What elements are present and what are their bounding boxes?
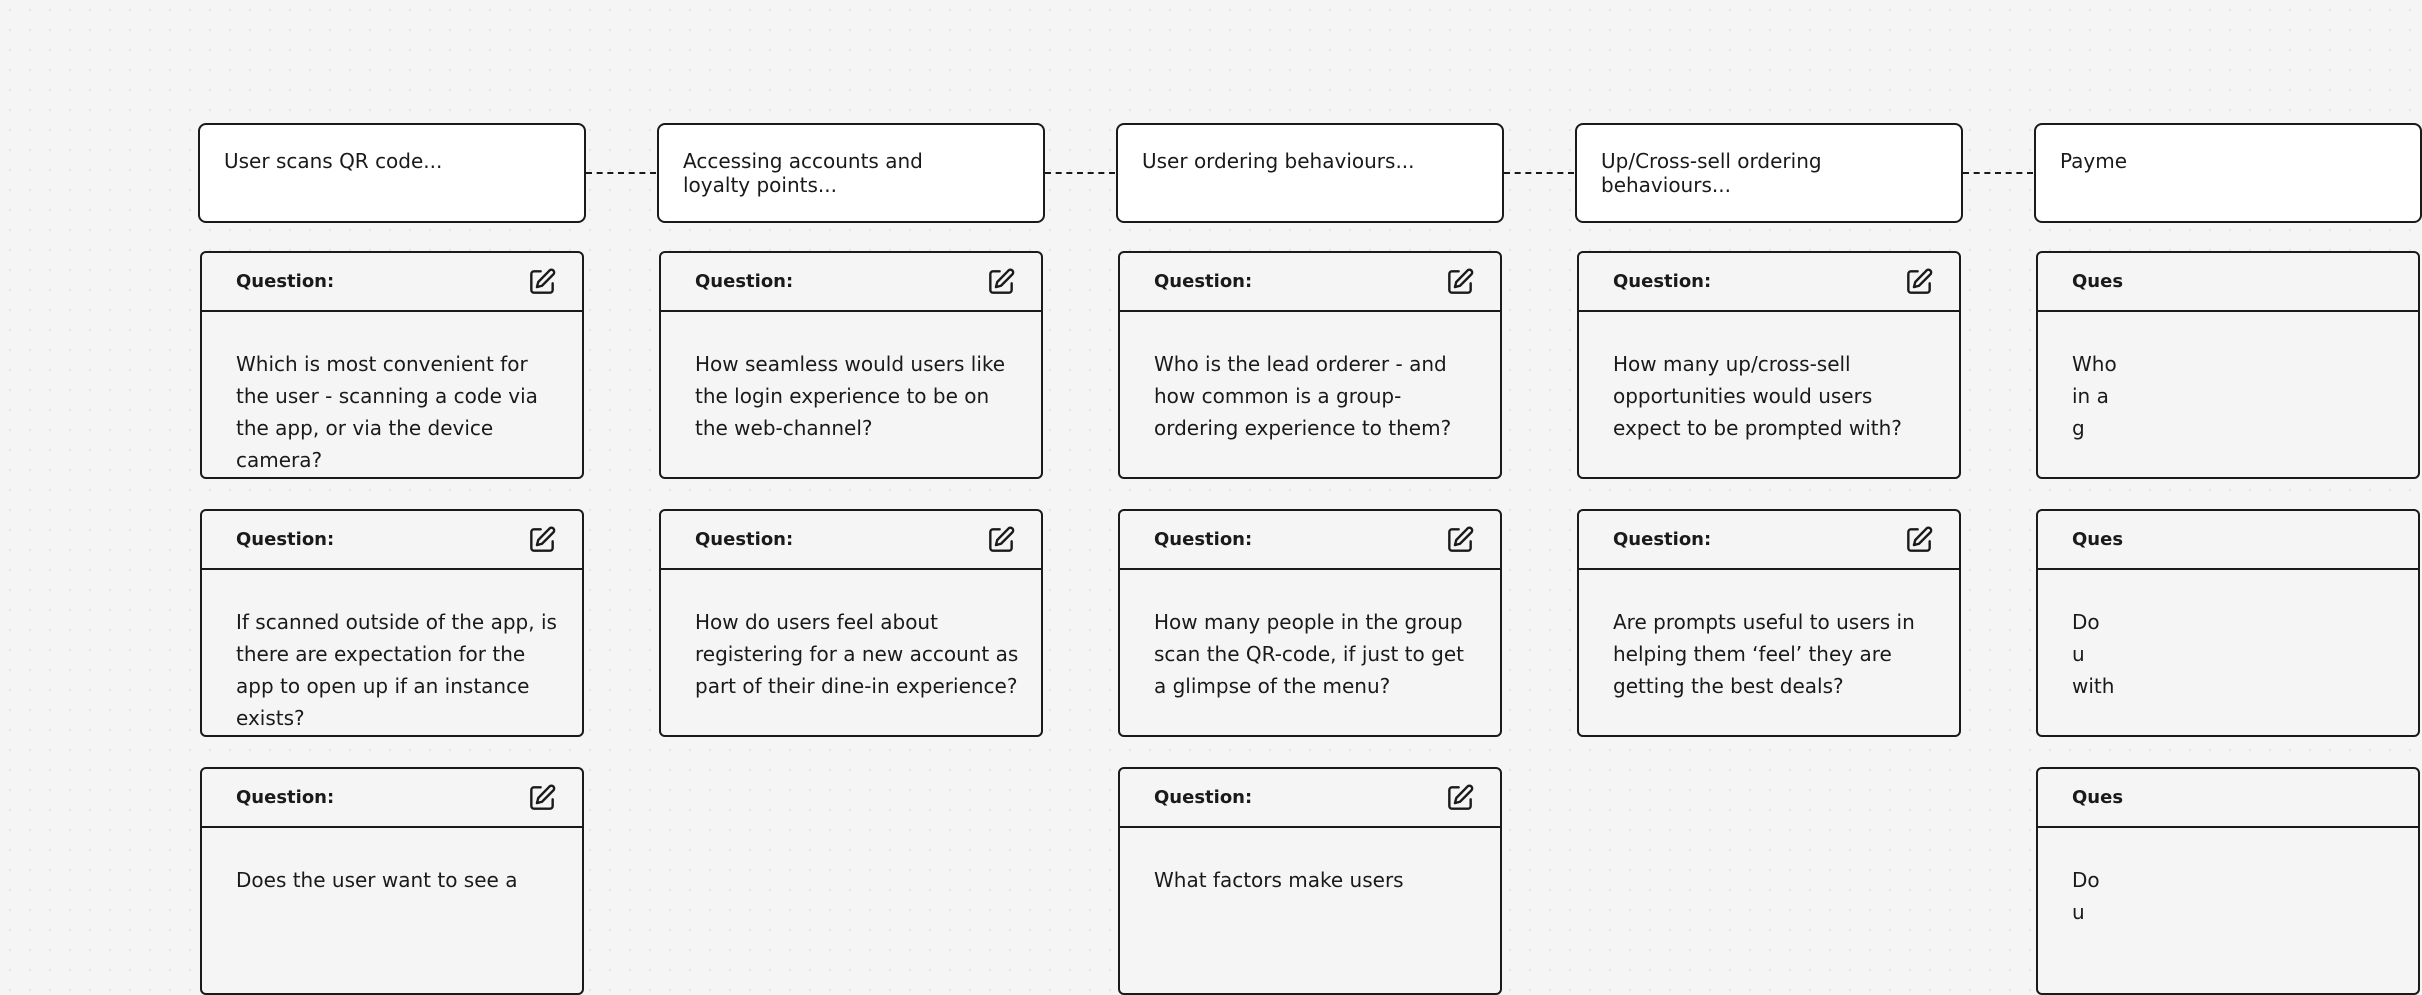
- stage-header[interactable]: [657, 123, 1045, 223]
- question-card[interactable]: [2036, 251, 2420, 479]
- edit-icon[interactable]: [1903, 524, 1935, 556]
- question-card-header: [2038, 253, 2418, 312]
- question-label: Question:: [236, 271, 335, 292]
- question-label: Ques: [2072, 787, 2124, 808]
- question-text: Do u with: [2072, 610, 2115, 698]
- stage-title: User scans QR code...: [224, 149, 443, 173]
- question-label: Question:: [695, 529, 794, 550]
- question-label: Ques: [2072, 271, 2124, 292]
- stage-title: User ordering behaviours...: [1142, 149, 1415, 173]
- stage-connector: [1963, 172, 2033, 174]
- stage-column: [2034, 123, 2422, 924]
- question-text: Does the user want to see a: [236, 868, 518, 892]
- question-card[interactable]: [1577, 509, 1961, 737]
- question-label: Question:: [1613, 529, 1712, 550]
- question-card-header: [1120, 511, 1500, 570]
- question-card-header: [2038, 511, 2418, 570]
- stage-title: Up/Cross-sell ordering behaviours...: [1601, 149, 1822, 197]
- question-label: Ques: [2072, 529, 2124, 550]
- question-label: Question:: [1154, 787, 1253, 808]
- question-text: What factors make users: [1154, 868, 1404, 892]
- stage-column: [1575, 123, 1963, 698]
- question-card-header: [2038, 769, 2418, 828]
- edit-icon[interactable]: [985, 524, 1017, 556]
- stage-title: Payme: [2060, 149, 2128, 173]
- stage-column: [198, 123, 586, 892]
- question-text: Do u: [2072, 868, 2100, 924]
- question-text: Who is the lead orderer - and how common is a group-ordering experience to them?: [1154, 352, 1452, 440]
- question-card-header: [1579, 511, 1959, 570]
- question-label: Question:: [1154, 271, 1253, 292]
- question-card[interactable]: [200, 509, 584, 737]
- question-label: Question:: [1613, 271, 1712, 292]
- edit-icon[interactable]: [526, 266, 558, 298]
- question-label: Question:: [236, 787, 335, 808]
- question-card[interactable]: [2036, 509, 2420, 737]
- question-text: How many up/cross-sell opportunities would users expect to be prompted with?: [1613, 352, 1902, 440]
- question-card-header: [202, 769, 582, 828]
- question-card[interactable]: [1118, 767, 1502, 995]
- edit-icon[interactable]: [1444, 266, 1476, 298]
- question-card[interactable]: [200, 767, 584, 995]
- question-card[interactable]: [2036, 767, 2420, 995]
- question-card-header: [1120, 253, 1500, 312]
- question-card-header: [661, 511, 1041, 570]
- question-card-header: [1120, 769, 1500, 828]
- stage-header[interactable]: [1116, 123, 1504, 223]
- edit-icon[interactable]: [1444, 524, 1476, 556]
- stage-connector: [1504, 172, 1574, 174]
- stage-connector: [586, 172, 656, 174]
- question-card[interactable]: [659, 251, 1043, 479]
- question-card-header: [661, 253, 1041, 312]
- question-card-header: [202, 253, 582, 312]
- edit-icon[interactable]: [1903, 266, 1935, 298]
- edit-icon[interactable]: [526, 782, 558, 814]
- question-card-header: [1579, 253, 1959, 312]
- stage-header[interactable]: [1575, 123, 1963, 223]
- question-text: Which is most convenient for the user - scanning a code via the app, or via the device camera?: [236, 352, 538, 472]
- question-text: How seamless would users like the login experience to be on the web-channel?: [695, 352, 1006, 440]
- edit-icon[interactable]: [526, 524, 558, 556]
- stage-connector: [1045, 172, 1115, 174]
- question-card[interactable]: [659, 509, 1043, 737]
- edit-icon[interactable]: [985, 266, 1017, 298]
- stage-header[interactable]: [198, 123, 586, 223]
- stage-title: Accessing accounts and loyalty points...: [683, 149, 923, 197]
- stage-column: [1116, 123, 1504, 892]
- stage-header[interactable]: [2034, 123, 2422, 223]
- stage-column: [657, 123, 1045, 698]
- question-label: Question:: [236, 529, 335, 550]
- question-text: Are prompts useful to users in helping them ‘feel’ they are getting the best deals?: [1613, 610, 1915, 698]
- question-text: How many people in the group scan the QR-code, if just to get a glimpse of the menu?: [1154, 610, 1464, 698]
- question-text: Who in a g: [2072, 352, 2117, 440]
- question-label: Question:: [695, 271, 794, 292]
- question-card[interactable]: [1577, 251, 1961, 479]
- question-label: Question:: [1154, 529, 1253, 550]
- question-card[interactable]: [1118, 251, 1502, 479]
- question-card[interactable]: [200, 251, 584, 479]
- question-text: If scanned outside of the app, is there are expectation for the app to open up if an instance exists?: [236, 610, 557, 730]
- question-text: How do users feel about registering for a new account as part of their dine-in experience?: [695, 610, 1019, 698]
- edit-icon[interactable]: [1444, 782, 1476, 814]
- question-card-header: [202, 511, 582, 570]
- question-card[interactable]: [1118, 509, 1502, 737]
